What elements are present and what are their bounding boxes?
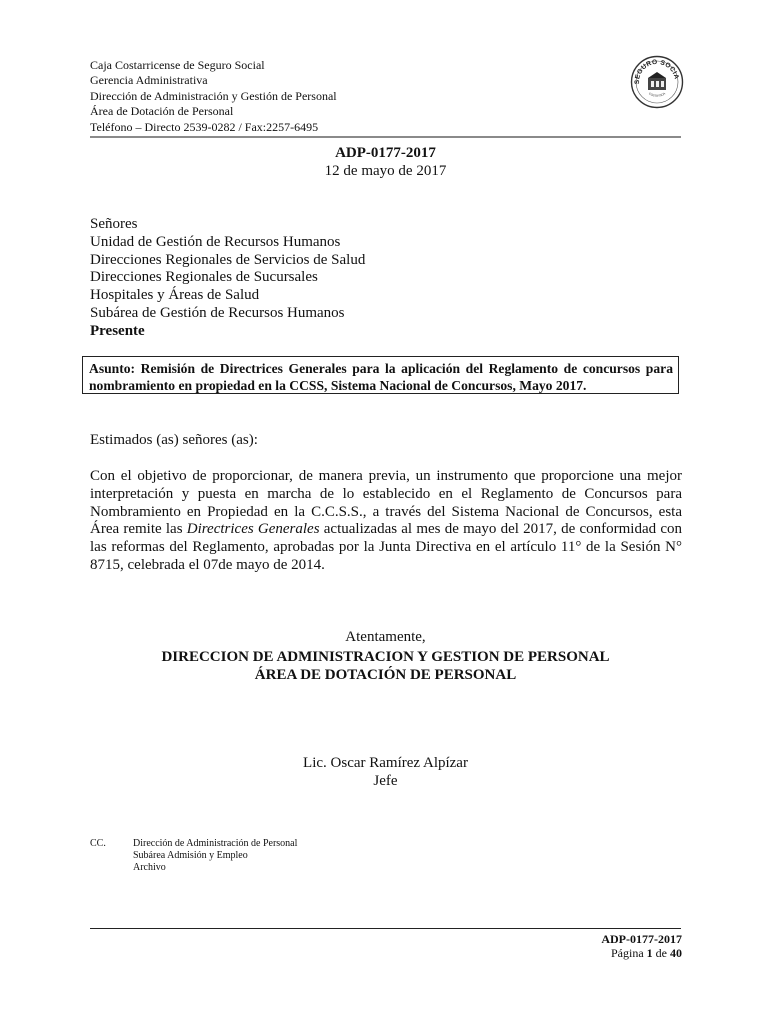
letterhead-line: Gerencia Administrativa (90, 73, 208, 88)
cc-label: CC. (90, 838, 106, 849)
recipient-line: Direcciones Regionales de Servicios de Salud (90, 251, 366, 268)
header-divider (90, 136, 681, 138)
department-line: ÁREA DE DOTACIÓN DE PERSONAL (254, 667, 517, 683)
svg-text:SEGURO SOCIAL: SEGURO SOCIA (633, 58, 680, 85)
recipient-line: Direcciones Regionales de Sucursales (90, 269, 318, 286)
body-text: actualizadas al mes de mayo del 2017, de conformidad con las reformas del Reglamento, aprobadas por la Junta Directiva en el artículo 11° de la Sesión N° 8715, celebrada el 07de mayo de 2014. (90, 521, 682, 573)
seal-icon (630, 55, 684, 109)
page-mid: de (652, 946, 670, 960)
cc-list (133, 838, 297, 874)
footer-reference: ADP-0177-2017 (601, 932, 682, 946)
recipient-line: Señores (90, 216, 138, 232)
signature-block (90, 754, 681, 790)
body-paragraph (90, 468, 682, 575)
page-current: 1 (646, 946, 653, 960)
recipient-closing: Presente (90, 322, 145, 339)
cc-item: Archivo (133, 862, 166, 873)
signer-name: Lic. Oscar Ramírez Alpízar (303, 755, 468, 771)
cc-item: Dirección de Administración de Personal (133, 838, 298, 849)
svg-text:COSTA RICA: COSTA RICA (648, 91, 666, 98)
closing: Atentamente, (345, 629, 426, 645)
letterhead-line: Caja Costarricense de Seguro Social (90, 58, 265, 72)
page-total: 40 (670, 946, 682, 960)
body-text: Con el objetivo de proporcionar, de manera previa, un instrumento que proporcione una mejor interpretación y puesta en marcha de lo establecido en el Reglamento de Concursos para Nombramiento en Propiedad en la C.C.S.S., a través del Sistema Nacional de Concursos, esta Área remite las (90, 468, 682, 538)
ccss-seal-logo (630, 55, 684, 109)
footer-divider (90, 928, 681, 929)
letterhead-line: Área de Dotación de Personal (90, 104, 234, 119)
cc-item: Subárea Admisión y Empleo (133, 850, 248, 861)
subject-box: Asunto: Remisión de Directrices Generales para la aplicación del Reglamento de concursos para nombramiento en propiedad en la CCSS, Sistema Nacional de Concursos, Mayo 2017. (82, 356, 679, 394)
recipient-block (90, 216, 365, 341)
signer-title: Jefe (373, 773, 398, 789)
recipient-line: Unidad de Gestión de Recursos Humanos (90, 233, 341, 250)
recipient-line: Hospitales y Áreas de Salud (90, 287, 260, 304)
letterhead-line: Dirección de Administración y Gestión de Personal (90, 88, 337, 103)
letterhead-line: Teléfono – Directo 2539-0282 / Fax:2257-6495 (90, 119, 319, 134)
page-number (480, 946, 682, 961)
department-block (90, 648, 681, 684)
document-reference: ADP-0177-2017 (335, 145, 436, 161)
page-prefix: Página (611, 946, 647, 960)
letterhead (90, 58, 337, 135)
recipient-line: Subárea de Gestión de Recursos Humanos (90, 304, 345, 321)
document-date: 12 de mayo de 2017 (324, 163, 447, 179)
department-line: DIRECCION DE ADMINISTRACION Y GESTION DE PERSONAL (161, 649, 610, 665)
body-italic-term: Directrices Generales (186, 521, 320, 538)
greeting: Estimados (as) señores (as): (90, 432, 258, 448)
